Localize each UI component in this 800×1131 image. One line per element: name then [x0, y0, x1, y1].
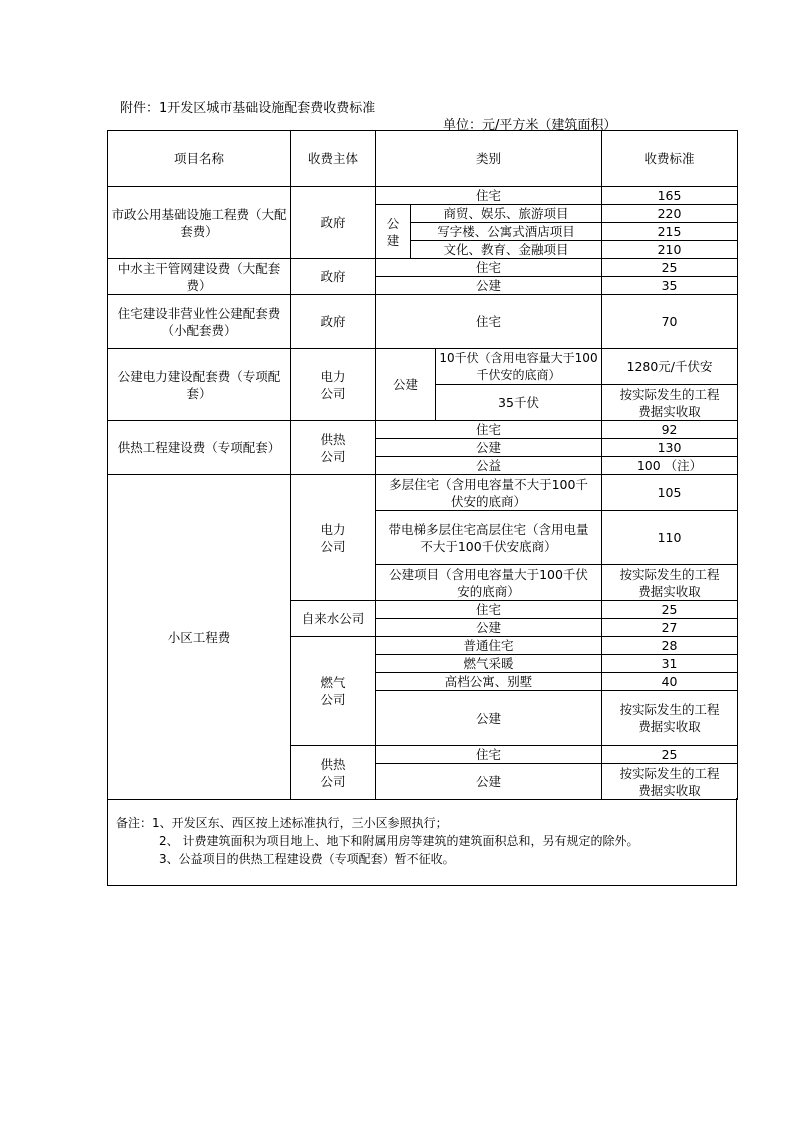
category-cell: 文化、教育、金融项目	[411, 241, 602, 259]
table-row	[108, 349, 738, 385]
item-name: 小区工程费	[108, 475, 291, 800]
item-subject: 政府	[291, 187, 376, 259]
table-row	[108, 295, 738, 349]
note-3: 3、公益项目的供热工程建设费（专项配套）暂不征收。	[159, 852, 455, 866]
item-subject: 自来水公司	[291, 601, 376, 637]
category-cell: 公建项目（含用电容量大于100千伏安的底商）	[376, 565, 602, 601]
category-cell: 公建	[376, 764, 602, 800]
item-name: 公建电力建设配套费（专项配套）	[108, 349, 291, 421]
category-cell: 住宅	[376, 421, 602, 439]
note-1: 备注：1、开发区东、西区按上述标准执行，三小区参照执行；	[116, 816, 448, 830]
standard-cell: 220	[602, 205, 738, 223]
standard-cell: 按实际发生的工程费据实收取	[602, 691, 738, 746]
item-subject: 供热公司	[291, 421, 376, 475]
standard-cell: 40	[602, 673, 738, 691]
category-cell: 住宅	[376, 259, 602, 277]
header-standard: 收费标准	[602, 131, 738, 187]
standard-cell: 25	[602, 259, 738, 277]
note-2: 2、 计费建筑面积为项目地上、地下和附属用房等建筑的建筑面积总和，另有规定的除外。	[159, 834, 639, 848]
item-subject: 电力公司	[291, 349, 376, 421]
item-subject: 政府	[291, 259, 376, 295]
standard-cell: 35	[602, 277, 738, 295]
table-row	[108, 475, 738, 511]
header-category: 类别	[376, 131, 602, 187]
category-cell: 公建	[376, 349, 436, 421]
category-cell: 带电梯多层住宅高层住宅（含用电量不大于100千伏安底商）	[376, 511, 602, 565]
category-cell: 公建	[376, 619, 602, 637]
standard-cell: 130	[602, 439, 738, 457]
item-subject: 电力公司	[291, 475, 376, 601]
category-cell: 35千伏	[436, 385, 602, 421]
document-title: 附件：1开发区城市基础设施配套费收费标准	[120, 101, 376, 116]
standard-cell: 70	[602, 295, 738, 349]
category-cell: 住宅	[376, 295, 602, 349]
category-cell: 公建	[376, 277, 602, 295]
item-subject: 政府	[291, 295, 376, 349]
category-cell: 公益	[376, 457, 602, 475]
standard-cell: 25	[602, 601, 738, 619]
standard-cell: 按实际发生的工程费据实收取	[602, 764, 738, 800]
category-cell: 公建	[376, 439, 602, 457]
category-cell: 商贸、娱乐、旅游项目	[411, 205, 602, 223]
item-name: 供热工程建设费（专项配套）	[108, 421, 291, 475]
standard-cell: 25	[602, 746, 738, 764]
standard-cell: 27	[602, 619, 738, 637]
header-subject: 收费主体	[291, 131, 376, 187]
category-cell: 普通住宅	[376, 637, 602, 655]
standard-cell: 按实际发生的工程费据实收取	[602, 565, 738, 601]
table-row	[108, 259, 738, 277]
category-cell: 公建	[376, 691, 602, 746]
category-cell: 高档公寓、别墅	[376, 673, 602, 691]
standard-cell: 31	[602, 655, 738, 673]
standard-cell: 215	[602, 223, 738, 241]
item-subject: 供热公司	[291, 746, 376, 800]
standard-cell: 110	[602, 511, 738, 565]
standard-cell: 按实际发生的工程费据实收取	[602, 385, 738, 421]
fee-table	[107, 130, 738, 800]
item-name: 市政公用基础设施工程费（大配套费）	[108, 187, 291, 259]
item-subject: 燃气公司	[291, 637, 376, 746]
standard-cell: 165	[602, 187, 738, 205]
item-name: 住宅建设非营业性公建配套费（小配套费）	[108, 295, 291, 349]
header-item-name: 项目名称	[108, 131, 291, 187]
standard-cell: 28	[602, 637, 738, 655]
category-cell: 住宅	[376, 746, 602, 764]
table-header-row	[108, 131, 738, 187]
item-name: 中水主干管网建设费（大配套费）	[108, 259, 291, 295]
public-building-label: 公建	[376, 205, 411, 259]
category-cell: 写字楼、公寓式酒店项目	[411, 223, 602, 241]
table-row	[108, 421, 738, 439]
standard-cell: 1280元/千伏安	[602, 349, 738, 385]
standard-cell: 105	[602, 475, 738, 511]
standard-cell: 92	[602, 421, 738, 439]
category-cell: 住宅	[376, 601, 602, 619]
category-cell: 多层住宅（含用电容量不大于100千伏安的底商）	[376, 475, 602, 511]
standard-cell: 100 （注）	[602, 457, 738, 475]
category-cell: 10千伏（含用电容量大于100千伏安的底商）	[436, 349, 602, 385]
table-row	[108, 187, 738, 205]
category-cell: 住宅	[376, 187, 602, 205]
standard-cell: 210	[602, 241, 738, 259]
notes-box	[107, 798, 737, 886]
category-cell: 燃气采暖	[376, 655, 602, 673]
unit-label: 单位：元/平方米（建筑面积）	[443, 118, 617, 133]
